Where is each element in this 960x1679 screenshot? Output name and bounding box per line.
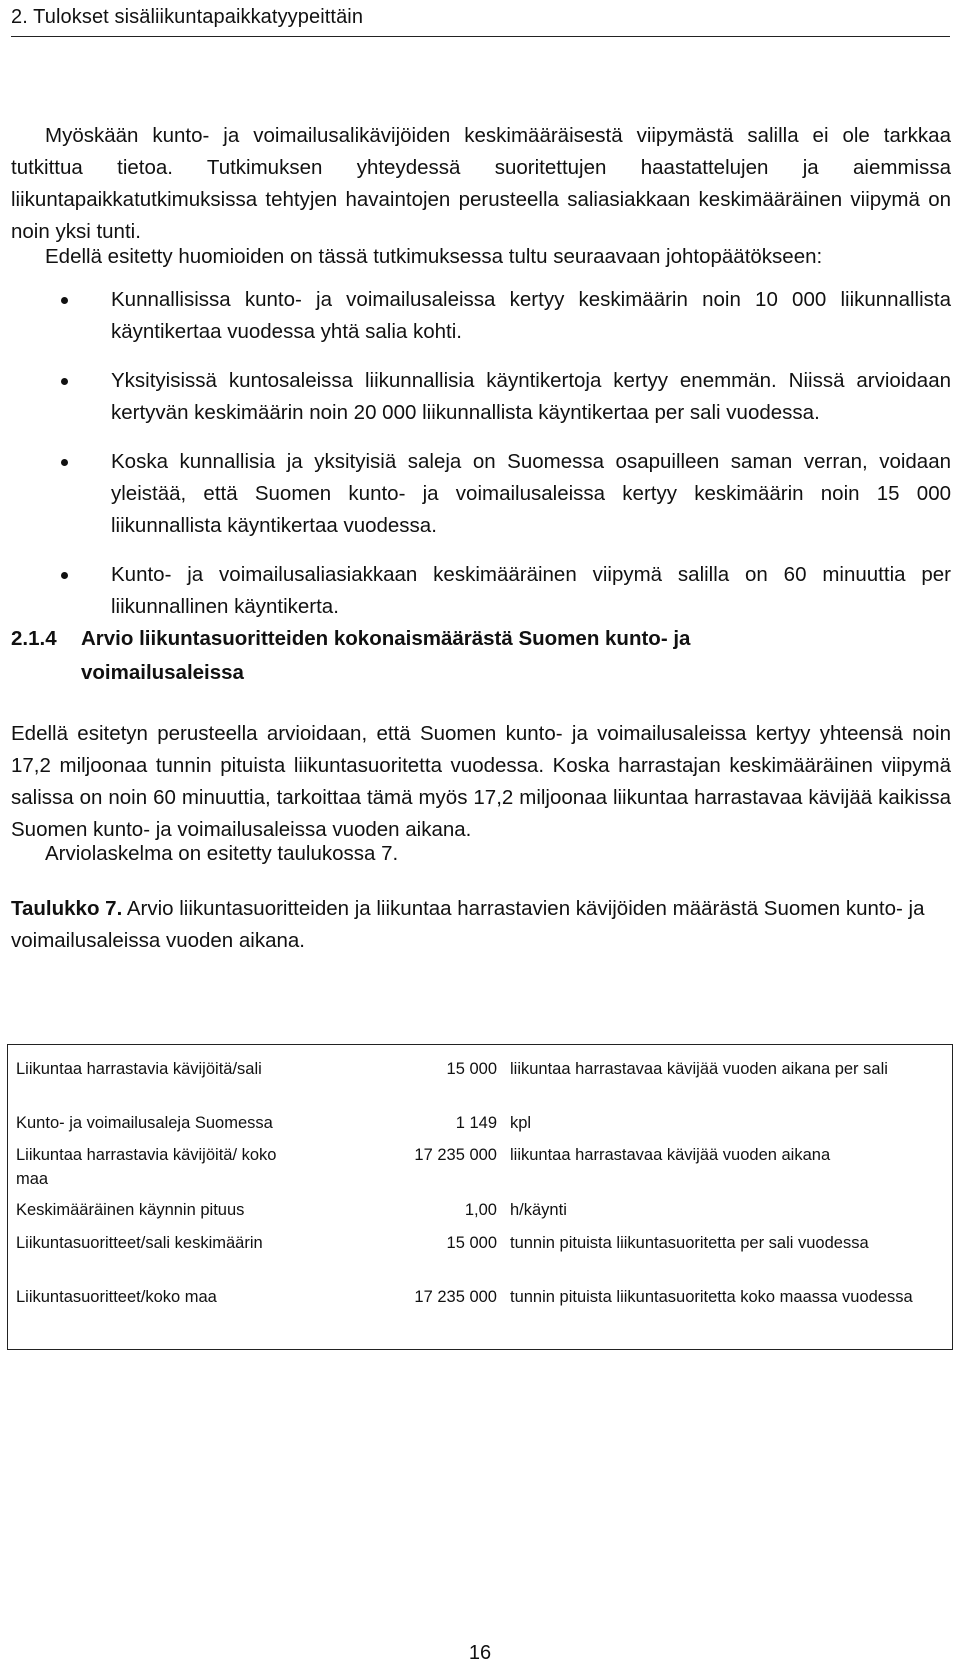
estimate-note: Arviolaskelma on esitetty taulukossa 7. [45, 842, 399, 865]
table-cell-unit: h/käynti [510, 1201, 567, 1219]
list-item-text: Kunto- ja voimailusaliasiakkaan keskimääräinen viipymä salilla on 60 minuuttia per liikunnallinen käyntikerta. [111, 563, 951, 618]
list-item-text: Yksityisissä kuntosaleissa liikunnallisia käyntikertoja kertyy enemmän. Niissä arvioidaan kertyvän keskimäärin noin 20 000 liikunnallista käyntikertaa per sali vuodessa. [111, 369, 951, 424]
list-item-text: Kunnallisissa kunto- ja voimailusaleissa kertyy keskimäärin noin 10 000 liikunnallista käyntikertaa vuodessa yhtä salia kohti. [111, 288, 951, 343]
table-cell-unit: tunnin pituista liikuntasuoritetta koko maassa vuodessa [510, 1288, 913, 1306]
intro-lead: Edellä esitetty huomioiden on tässä tutkimuksessa tultu seuraavaan johtopäätökseen: [45, 245, 823, 268]
table-cell-value: 1,00 [464, 1201, 497, 1219]
table-cell-unit: liikuntaa harrastavaa kävijää vuoden aikana [510, 1146, 831, 1164]
table-cell-unit: tunnin pituista liikuntasuoritetta per sali vuodessa [510, 1234, 869, 1252]
table-cell-unit: liikuntaa harrastavaa kävijää vuoden aikana per sali [510, 1060, 888, 1078]
table-cell-value: 15 000 [446, 1234, 497, 1252]
bullet-icon [61, 572, 68, 579]
table-cell-label: Liikuntasuoritteet/koko maa [16, 1288, 217, 1306]
table-cell-label: Liikuntaa harrastavia kävijöitä/ koko maa [16, 1146, 277, 1188]
table-cell-value: 17 235 000 [414, 1146, 497, 1164]
bullet-icon [61, 459, 68, 466]
list-item [11, 559, 951, 623]
list-item [11, 365, 951, 429]
table-cell-label: Liikuntaa harrastavia kävijöitä/sali [16, 1060, 262, 1078]
table-cell-value: 15 000 [446, 1060, 497, 1078]
estimate-paragraph: Edellä esitetyn perusteella arvioidaan, että Suomen kunto- ja voimailusaleissa kertyy yhteensä noin 17,2 miljoonaa tunnin pituista liikuntasuoritetta vuodessa. Koska harrastajan keskimääräinen viipymä salissa on noin 60 minuuttia, tarkoittaa tämä myös 17,2 miljoonaa liikuntaa harrastavaa kävijää kaikissa Suomen kunto- ja voimailusaleissa vuoden aikana. [11, 722, 951, 841]
conclusion-list [11, 284, 951, 640]
table-cell-label: Keskimääräinen käynnin pituus [16, 1201, 245, 1219]
data-table [7, 1044, 953, 1350]
section-title-line1: Arvio liikuntasuoritteiden kokonaismäärästä Suomen kunto- ja [81, 627, 691, 650]
running-header: 2. Tulokset sisäliikuntapaikkatyypeittäin [11, 4, 950, 37]
table-cell-label: Liikuntasuoritteet/sali keskimäärin [16, 1234, 263, 1252]
table-cell-unit: kpl [510, 1114, 532, 1132]
list-item-text: Koska kunnallisia ja yksityisiä saleja on Suomessa osapuilleen saman verran, voidaan yleistää, että Suomen kunto- ja voimailusaleissa kertyy keskimäärin noin 15 000 liikunnallista käyntikertaa vuodessa. [111, 450, 951, 537]
bullet-icon [61, 297, 68, 304]
section-number: 2.1.4 [11, 627, 57, 650]
section-heading [11, 622, 951, 690]
list-item [11, 446, 951, 542]
table-cell-value: 17 235 000 [414, 1288, 497, 1306]
table-caption [11, 893, 951, 957]
table-cell-value: 1 149 [455, 1114, 497, 1132]
intro-paragraph: Myöskään kunto- ja voimailusalikävijöiden keskimääräisestä viipymästä salilla ei ole tarkkaa tutkittua tietoa. Tutkimuksen yhteydessä suoritettujen haastattelujen ja aiemmissa liikuntapaikkatutkimuksissa tehtyjen havaintojen perusteella saliasiakkaan keskimääräinen viipymä on noin yksi tunti. [11, 124, 951, 243]
page-number: 16 [468, 1642, 492, 1664]
table-caption-label: Taulukko 7. [11, 897, 123, 920]
bullet-icon [61, 378, 68, 385]
list-item [11, 284, 951, 348]
section-title-line2: voimailusaleissa [81, 661, 244, 684]
table-caption-text: Arvio liikuntasuoritteiden ja liikuntaa harrastavien kävijöiden määrästä Suomen kunto- ja voimailusaleissa vuoden aikana. [11, 897, 925, 952]
table-cell-label: Kunto- ja voimailusaleja Suomessa [16, 1114, 273, 1132]
